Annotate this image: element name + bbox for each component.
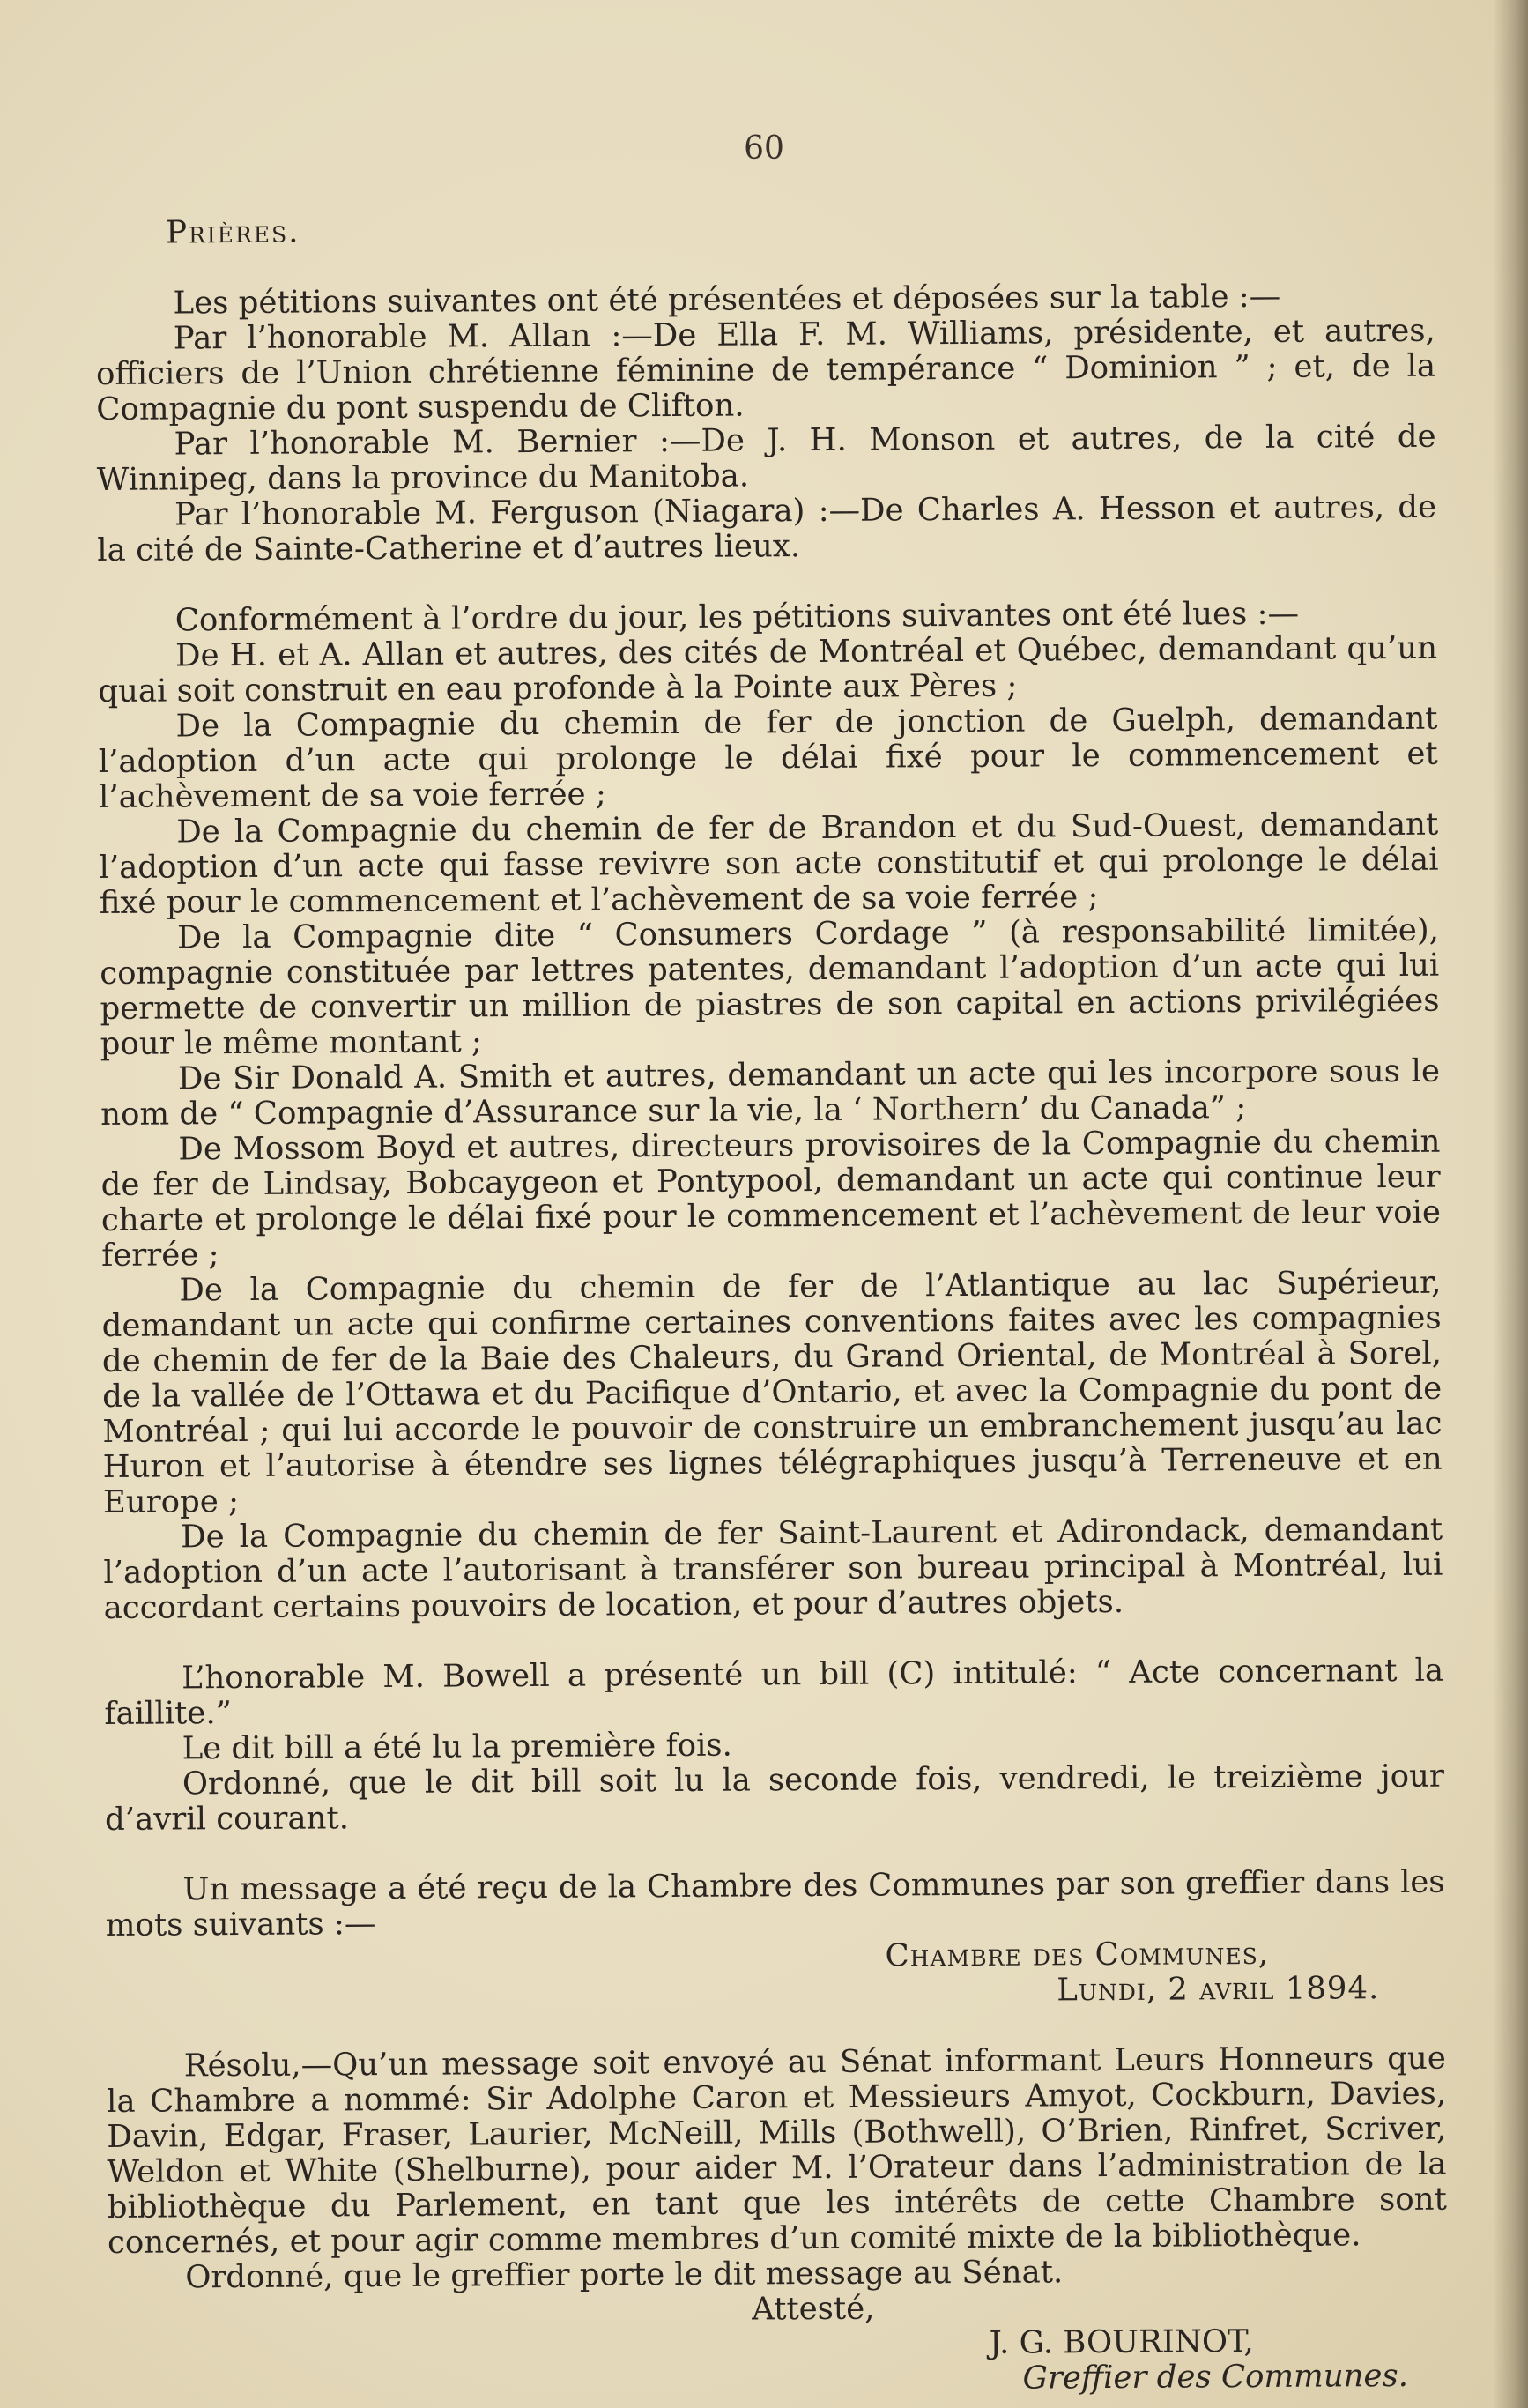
petition-read-item: De la Compagnie du chemin de fer de l’Atlantique au lac Supérieur, demandant un acte qui confirme certaines conventions faites avec les compagnies de chemin de fer de la Baie des Chaleurs, du Grand Oriental, de Montréal à Sorel, de la vallée de l’Ottawa et du Pacifique d’Ontario, et avec la Compagnie du pont de Montréal ; qui lui accorde le pouvoir de construire un embranchement jusqu’au lac Huron et l’autorise à étendre ses lignes télégraphiques jusqu’à Terreneuve et en Europe ;	[101, 1264, 1443, 1520]
section-heading: Prières.	[165, 213, 300, 251]
petition-read-item: De H. et A. Allan et autres, des cités de Montréal et Québec, demandant qu’un quai soit construit en eau profonde à la Pointe aux Pères ;	[98, 629, 1438, 710]
bill-first-reading: Le dit bill a été lu la première fois.	[182, 1727, 732, 1767]
petition-read-item: De la Compagnie du chemin de fer Saint-Laurent et Adirondack, demandant l’adoption d’un acte l’autorisant à transférer son bureau principal à Montréal, lui accordant certains pouvoirs de location, et pour d’autres objets.	[103, 1511, 1443, 1626]
page-body	[95, 208, 1448, 2402]
petition-presented-item: Par l’honorable M. Bernier :—De J. H. Monson et autres, de la cité de Winnipeg, dans la province du Manitoba.	[96, 418, 1436, 498]
petition-read-item: De la Compagnie du chemin de fer de Brandon et du Sud-Ouest, demandant l’adoption d’un acte qui fasse revivre son acte constitutif et qui prolonge le délai fixé pour le commencement et l’achèvement de sa voie ferrée ;	[99, 806, 1439, 921]
attested-label: Attesté,	[752, 2290, 875, 2328]
signatory-name: J. G. BOURINOT,	[989, 2323, 1254, 2361]
message-source: Chambre des Communes,	[885, 1935, 1270, 1974]
bill-intro: L’honorable M. Bowell a présenté un bill (C) intitulé: “ Acte concernant la faillite.”	[104, 1652, 1444, 1732]
page-number: 60	[744, 130, 784, 167]
petition-read-item: De Mossom Boyd et autres, directeurs provisoires de la Compagnie du chemin de fer de Lindsay, Bobcaygeon et Pontypool, demandant un acte qui continue leur charte et prolonge le délai fixé pour le commencement et l’achèvement de leur voie ferrée ;	[100, 1123, 1442, 1274]
signatory-title: Greffier des Communes.	[1022, 2357, 1409, 2397]
message-date: Lundi, 2 avril 1894.	[1057, 1970, 1380, 2009]
message-intro: Un message a été reçu de la Chambre des Communes par son greffier dans les mots suivants :—	[105, 1863, 1445, 1943]
message-resolution: Résolu,—Qu’un message soit envoyé au Sénat informant Leurs Honneurs que la Chambre a nommé: Sir Adolphe Caron et Messieurs Amyot, Cockburn, Davies, Davin, Edgar, Fraser, Laurier, McNeill, Mills (Bothwell), O’Brien, Rinfret, Scriver, Weldon et White (Shelburne), pour aider M. l’Orateur dans l’administration de la bibliothèque du Parlement, en tant que les intérêts de cette Chambre sont concernés, et pour agir comme membres d’un comité mixte de la bibliothèque.	[106, 2040, 1447, 2261]
petition-read-item: De Sir Donald A. Smith et autres, demandant un acte qui les incorpore sous le nom de “ Compagnie d’Assurance sur la vie, la ‘ Northern’ du Canada” ;	[100, 1052, 1441, 1133]
petition-presented-item: Par l’honorable M. Ferguson (Niagara) :—De Charles A. Hesson et autres, de la cité de Sainte-Catherine et d’autres lieux.	[97, 488, 1437, 569]
bill-order: Ordonné, que le dit bill soit lu la seconde fois, vendredi, le treizième jour d’avril courant.	[104, 1758, 1444, 1838]
page-edge-shadow	[1493, 0, 1528, 2408]
petition-read-item: De la Compagnie du chemin de fer de jonction de Guelph, demandant l’adoption d’un acte qui prolonge le délai fixé pour le commencement et l’achèvement de sa voie ferrée ;	[98, 700, 1438, 815]
petitions-presented-intro: Les pétitions suivantes ont été présentées et déposées sur la table :—	[173, 278, 1281, 322]
petition-presented-item: Par l’honorable M. Allan :—De Ella F. M. Williams, présidente, et autres, officiers de l’Union chrétienne féminine de tempérance “ Dominion ” ; et, de la Compagnie du pont suspendu de Clifton.	[95, 312, 1436, 427]
petition-read-item: De la Compagnie dite “ Consumers Cordage ” (à responsabilité limitée), compagnie constituée par lettres patentes, demandant l’adoption d’un acte qui lui permette de convertir un million de piastres de son capital en actions privilégiées pour le même montant ;	[100, 911, 1440, 1062]
message-order: Ordonné, que le greffier porte le dit message au Sénat.	[185, 2254, 1064, 2296]
petitions-read-intro: Conformément à l’ordre du jour, les pétitions suivantes ont été lues :—	[174, 595, 1300, 639]
